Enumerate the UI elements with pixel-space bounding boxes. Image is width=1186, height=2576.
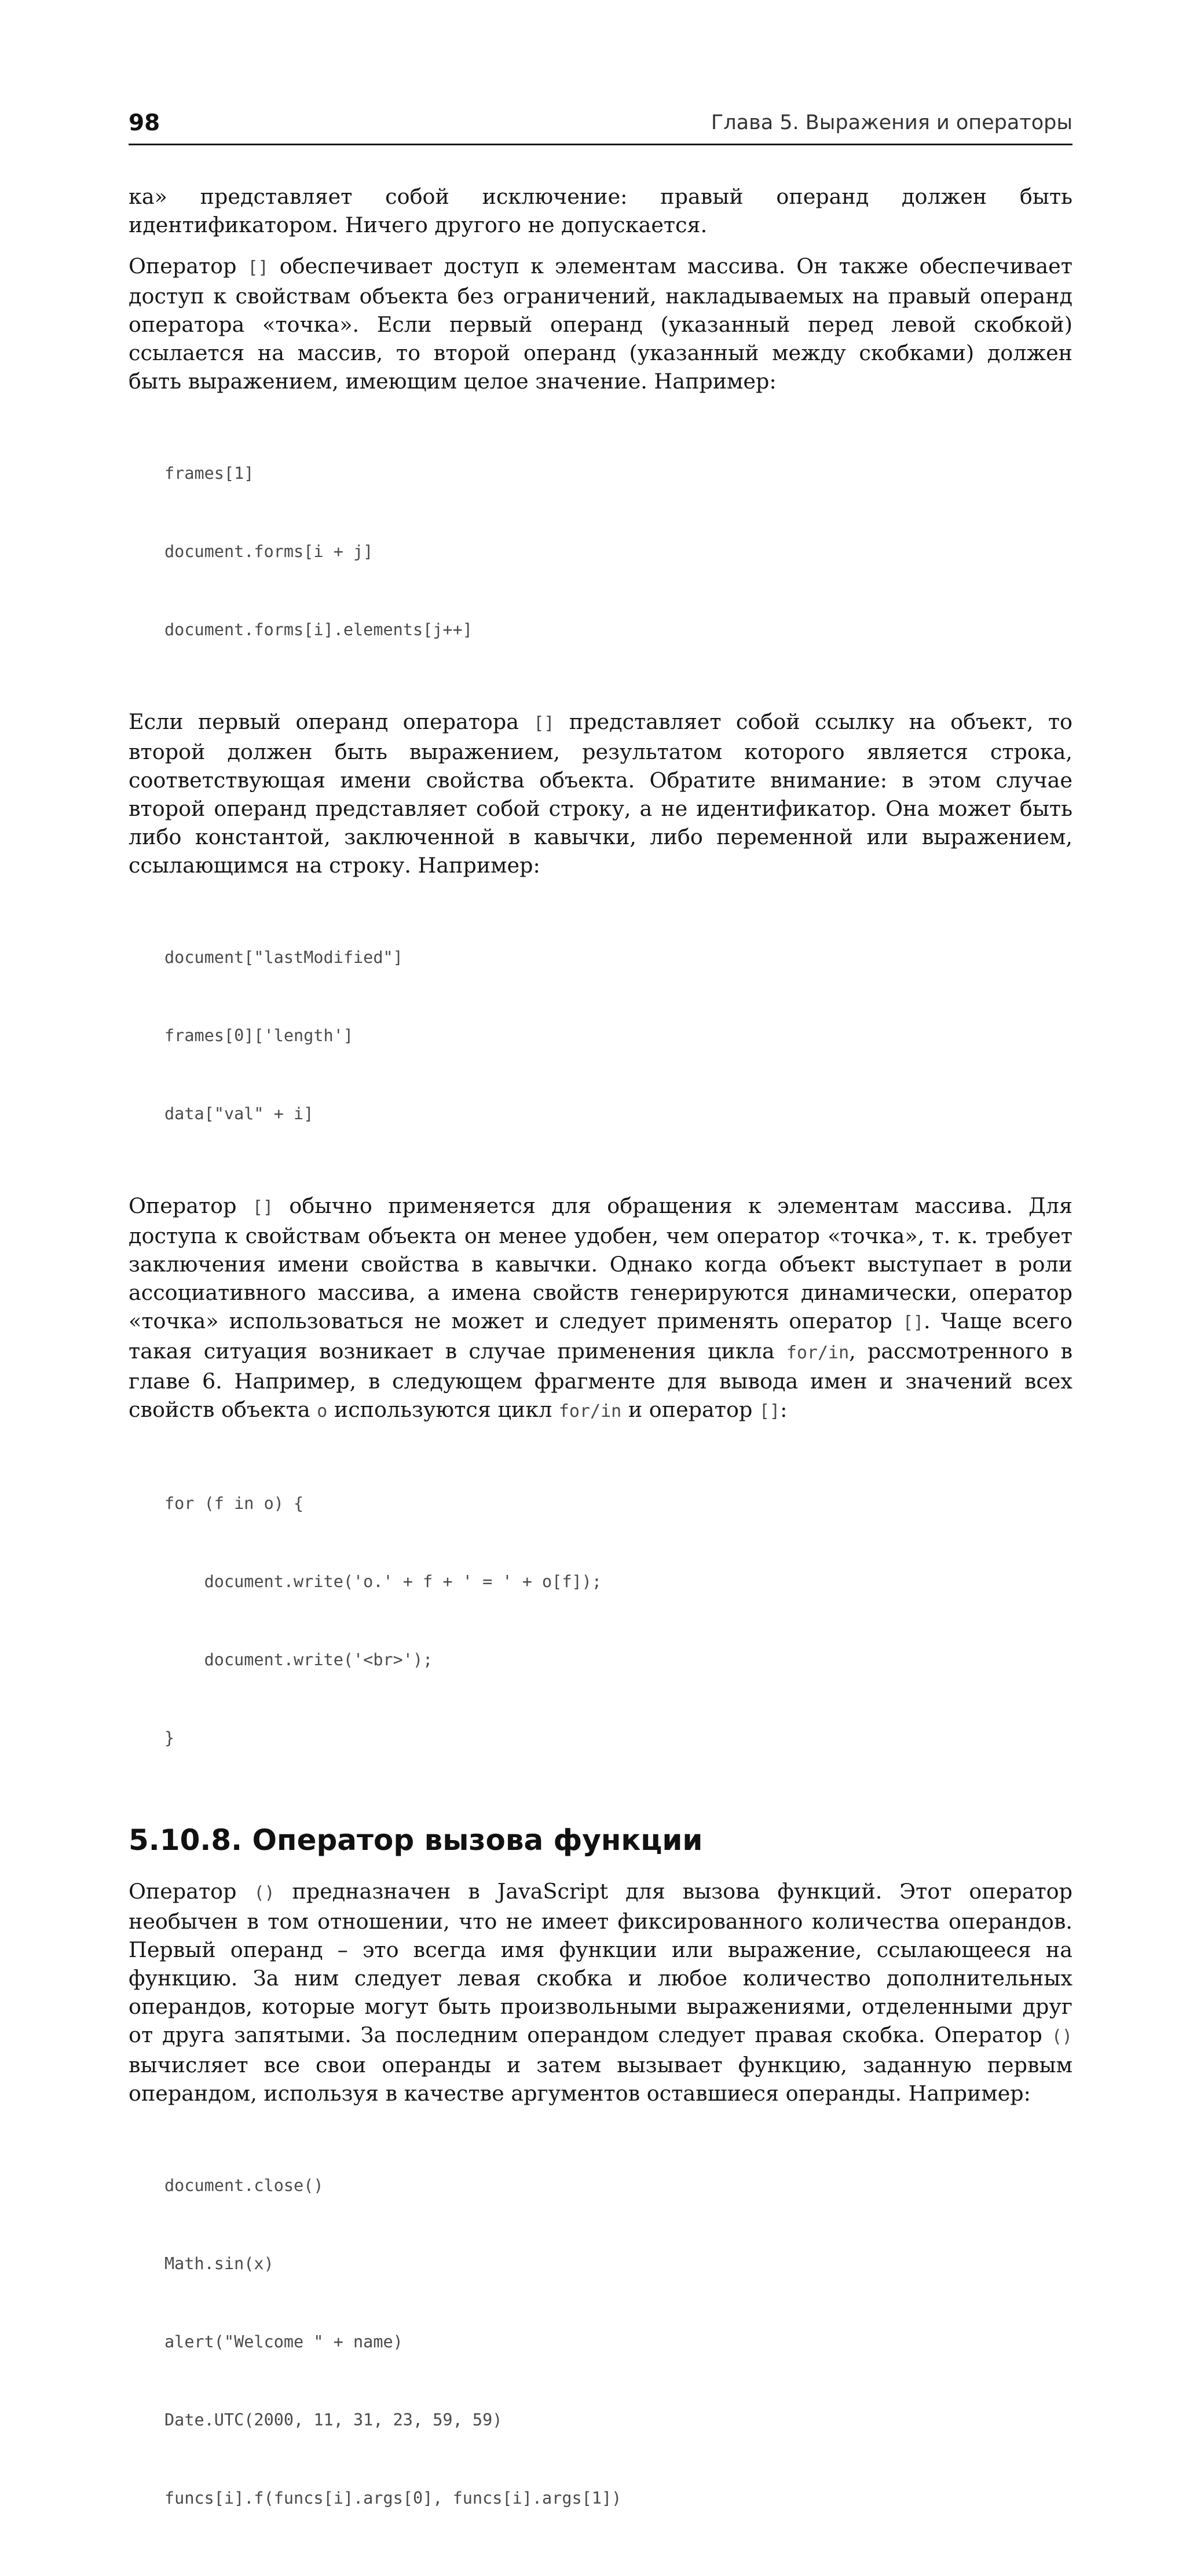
code-line: Math.sin(x) [164, 2254, 274, 2273]
paragraph-4: Оператор [] обычно применяется для обращения к элементам массива. Для доступа к свойствам объекта он менее удобен, чем оператор «точка», т. к. требует заключения имени свойства в кавычки. Однако когда объект выступает в роли ассоциативного массива, а имена свойств генерируются динамически, оператор «точка» использоваться не может и следует применять оператор []. Чаще всего такая ситуация возникает в случае применения цикла for/in, рассмотренного в главе 6. Например, в следующем фрагменте для вывода имен и значений всех свойств объекта o используются цикл for/in и оператор []: [129, 1193, 1072, 1422]
code-block-1 [164, 408, 1072, 695]
code-line: funcs[i].f(funcs[i].args[0], funcs[i].args[1]) [164, 2489, 622, 2508]
inline-code: o [317, 1401, 328, 1421]
page-number: 98 [129, 110, 160, 136]
code-line: alert("Welcome " + name) [164, 2332, 403, 2351]
code-block-2 [164, 892, 1072, 1179]
code-line: Date.UTC(2000, 11, 31, 23, 59, 59) [164, 2410, 503, 2430]
paragraph-3: Если первый операнд оператора [] представляет собой ссылку на объект, то второй должен быть выражением, результатом которого является строка, соответствующая имени свойства объекта. Обратите внимание: в этом случае второй операнд представляет собой строку, а не идентификатор. Она может быть либо константой, заключенной в кавычки, либо переменной или выражением, ссылающимся на строку. Например: [129, 709, 1072, 878]
code-line: } [164, 1728, 175, 1747]
running-title: Глава 5. Выражения и операторы [711, 111, 1072, 134]
code-line: document.forms[i].elements[j++] [164, 620, 473, 639]
section-heading: 5.10.8. Оператор вызова функции [129, 1823, 703, 1857]
inline-code: [] [533, 713, 555, 734]
code-line: document.write('<br>'); [164, 1650, 433, 1669]
code-line: document["lastModified"] [164, 948, 403, 967]
inline-code: () [1051, 2027, 1072, 2047]
code-line: document.forms[i + j] [164, 542, 374, 561]
inline-code: () [254, 1883, 275, 1903]
inline-code: for/in [786, 1343, 850, 1363]
code-line: document.write('o.' + f + ' = ' + o[f]); [164, 1572, 602, 1591]
paragraph-2: Оператор [] обеспечивает доступ к элементам массива. Он также обеспечивает доступ к свойствам объекта без ограничений, накладываемых на правый операнд оператора «точка». Если первый операнд (указанный перед левой скобкой) ссылается на массив, то второй операнд (указанный между скобками) должен быть выражением, имеющим целое значение. Например: [129, 254, 1072, 394]
code-line: data["val" + i] [164, 1104, 314, 1123]
paragraph-5: Оператор () предназначен в JavaScript для вызова функций. Этот оператор необычен в том отношении, что не имеет фиксированного количества операндов. Первый операнд – это всегда имя функции или выражение, ссылающееся на функцию. За ним следует левая скобка и любое количество дополнительных операндов, которые могут быть произвольными выражениями, отделенными друг от друга запятыми. За последним операндом следует правая скобка. Оператор () вычисляет все свои операнды и затем вызывает функцию, заданную первым операндом, используя в качестве аргументов оставшиеся операнды. Например: [129, 1879, 1072, 2106]
code-line: frames[0]['length'] [164, 1026, 354, 1045]
running-header [129, 104, 1072, 145]
inline-code: [] [902, 1313, 924, 1333]
page-body [129, 182, 1072, 2576]
code-block-3 [164, 1438, 1072, 1803]
code-block-4 [164, 2120, 1072, 2563]
inline-code: for/in [558, 1401, 622, 1421]
inline-code: [] [252, 1197, 274, 1218]
inline-code: [] [759, 1401, 781, 1421]
code-line: frames[1] [164, 464, 254, 483]
code-line: for (f in o) { [164, 1494, 304, 1513]
inline-code: [] [247, 258, 269, 278]
code-line: document.close() [164, 2176, 324, 2195]
paragraph-1: ка» представляет собой исключение: правый операнд должен быть идентификатором. Ничего другого не допускается. [129, 184, 1072, 237]
